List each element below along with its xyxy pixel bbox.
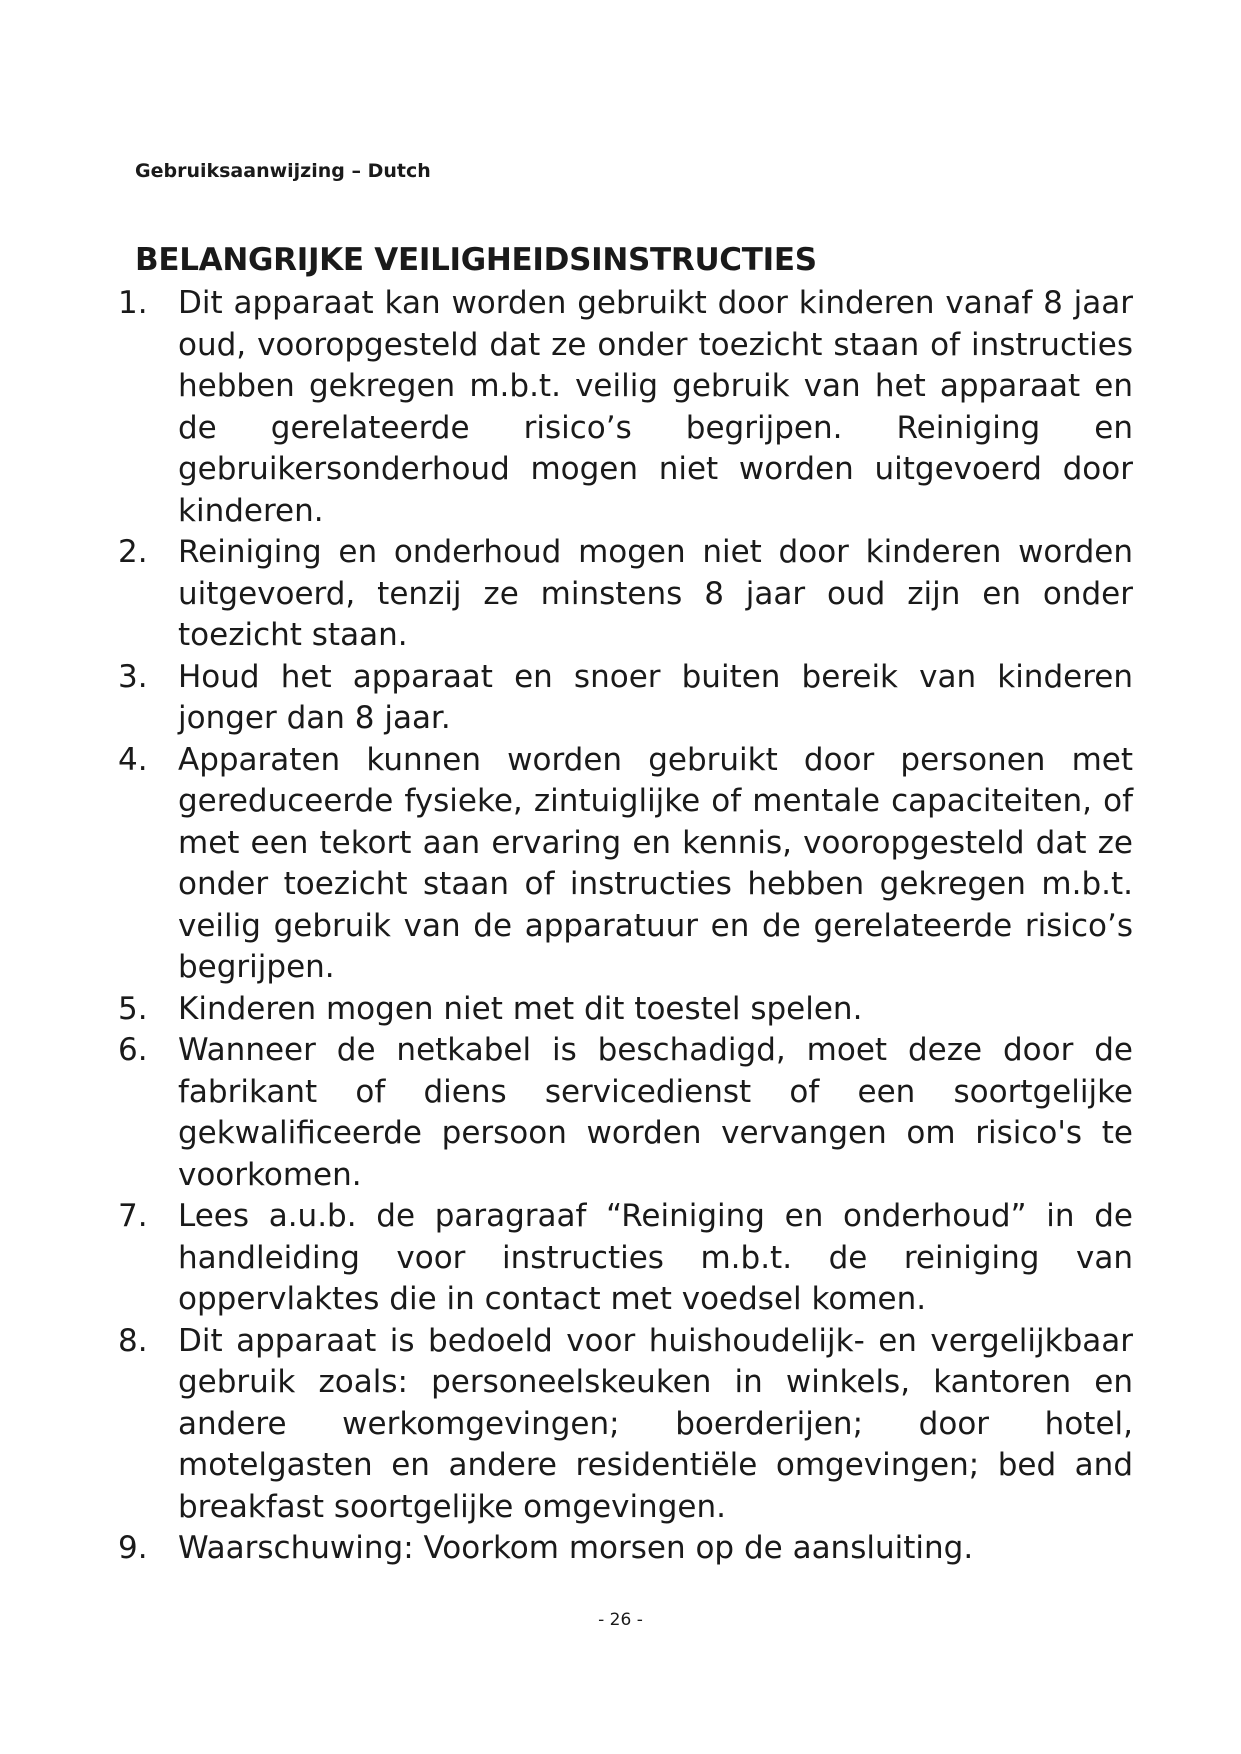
list-item <box>118 1030 1133 1196</box>
list-item <box>118 1196 1133 1321</box>
item-text: Wanneer de netkabel is beschadigd, moet deze door de fabrikant of diens servicedienst of een soortgelijke gekwalificeerde persoon worden vervangen om risico's te voorkomen. <box>178 1032 1133 1193</box>
list-item <box>118 657 1133 740</box>
item-text: Houd het apparaat en snoer buiten bereik van kinderen jonger dan 8 jaar. <box>178 658 1133 736</box>
item-text: Waarschuwing: Voorkom morsen op de aansluiting. <box>178 1530 974 1566</box>
list-item <box>118 740 1133 989</box>
item-number: 7. <box>118 1198 148 1234</box>
item-number: 1. <box>118 285 148 321</box>
list-item <box>118 1528 1133 1570</box>
item-number: 5. <box>118 990 148 1027</box>
item-number: 6. <box>118 1032 148 1068</box>
item-number: 3. <box>118 658 148 695</box>
item-number: 8. <box>118 1322 148 1359</box>
item-number: 9. <box>118 1530 148 1566</box>
item-text: Lees a.u.b. de paragraaf “Reiniging en onderhoud” in de handleiding voor instructies m.b.t. de reiniging van oppervlaktes die in contact met voedsel komen. <box>178 1198 1133 1317</box>
safety-instruction-list <box>118 283 1133 1570</box>
document-header: Gebruiksaanwijzing – Dutch <box>135 160 431 182</box>
item-text: Reiniging en onderhoud mogen niet door kinderen worden uitgevoerd, tenzij ze minstens 8 jaar oud zijn en onder toezicht staan. <box>178 534 1133 653</box>
list-item <box>118 989 1133 1031</box>
item-text: Kinderen mogen niet met dit toestel spelen. <box>178 990 863 1027</box>
section-title: BELANGRIJKE VEILIGHEIDSINSTRUCTIES <box>135 242 817 278</box>
item-text: Dit apparaat is bedoeld voor huishoudelijk- en vergelijkbaar gebruik zoals: personeelskeuken in winkels, kantoren en andere werkomgevingen; boerderijen; door hotel, motelgasten en andere residentiële omgevingen; bed and breakfast soortgelijke omgevingen. <box>178 1322 1133 1525</box>
list-item <box>118 1321 1133 1529</box>
item-number: 2. <box>118 534 148 570</box>
list-item <box>118 532 1133 657</box>
item-number: 4. <box>118 741 148 778</box>
item-text: Apparaten kunnen worden gebruikt door personen met gereduceerde fysieke, zintuiglijke of mentale capaciteiten, of met een tekort aan ervaring en kennis, vooropgesteld dat ze onder toezicht staan of instructies hebben gekregen m.b.t. veilig gebruik van de apparatuur en de gerelateerde risico’s begrijpen. <box>178 741 1133 985</box>
item-text: Dit apparaat kan worden gebruikt door kinderen vanaf 8 jaar oud, vooropgesteld dat ze onder toezicht staan of instructies hebben gekregen m.b.t. veilig gebruik van het apparaat en de gerelateerde risico’s begrijpen. Reiniging en gebruikersonderhoud mogen niet worden uitgevoerd door kinderen. <box>178 285 1133 529</box>
page-number: - 26 - <box>598 1610 643 1630</box>
list-item <box>118 283 1133 532</box>
